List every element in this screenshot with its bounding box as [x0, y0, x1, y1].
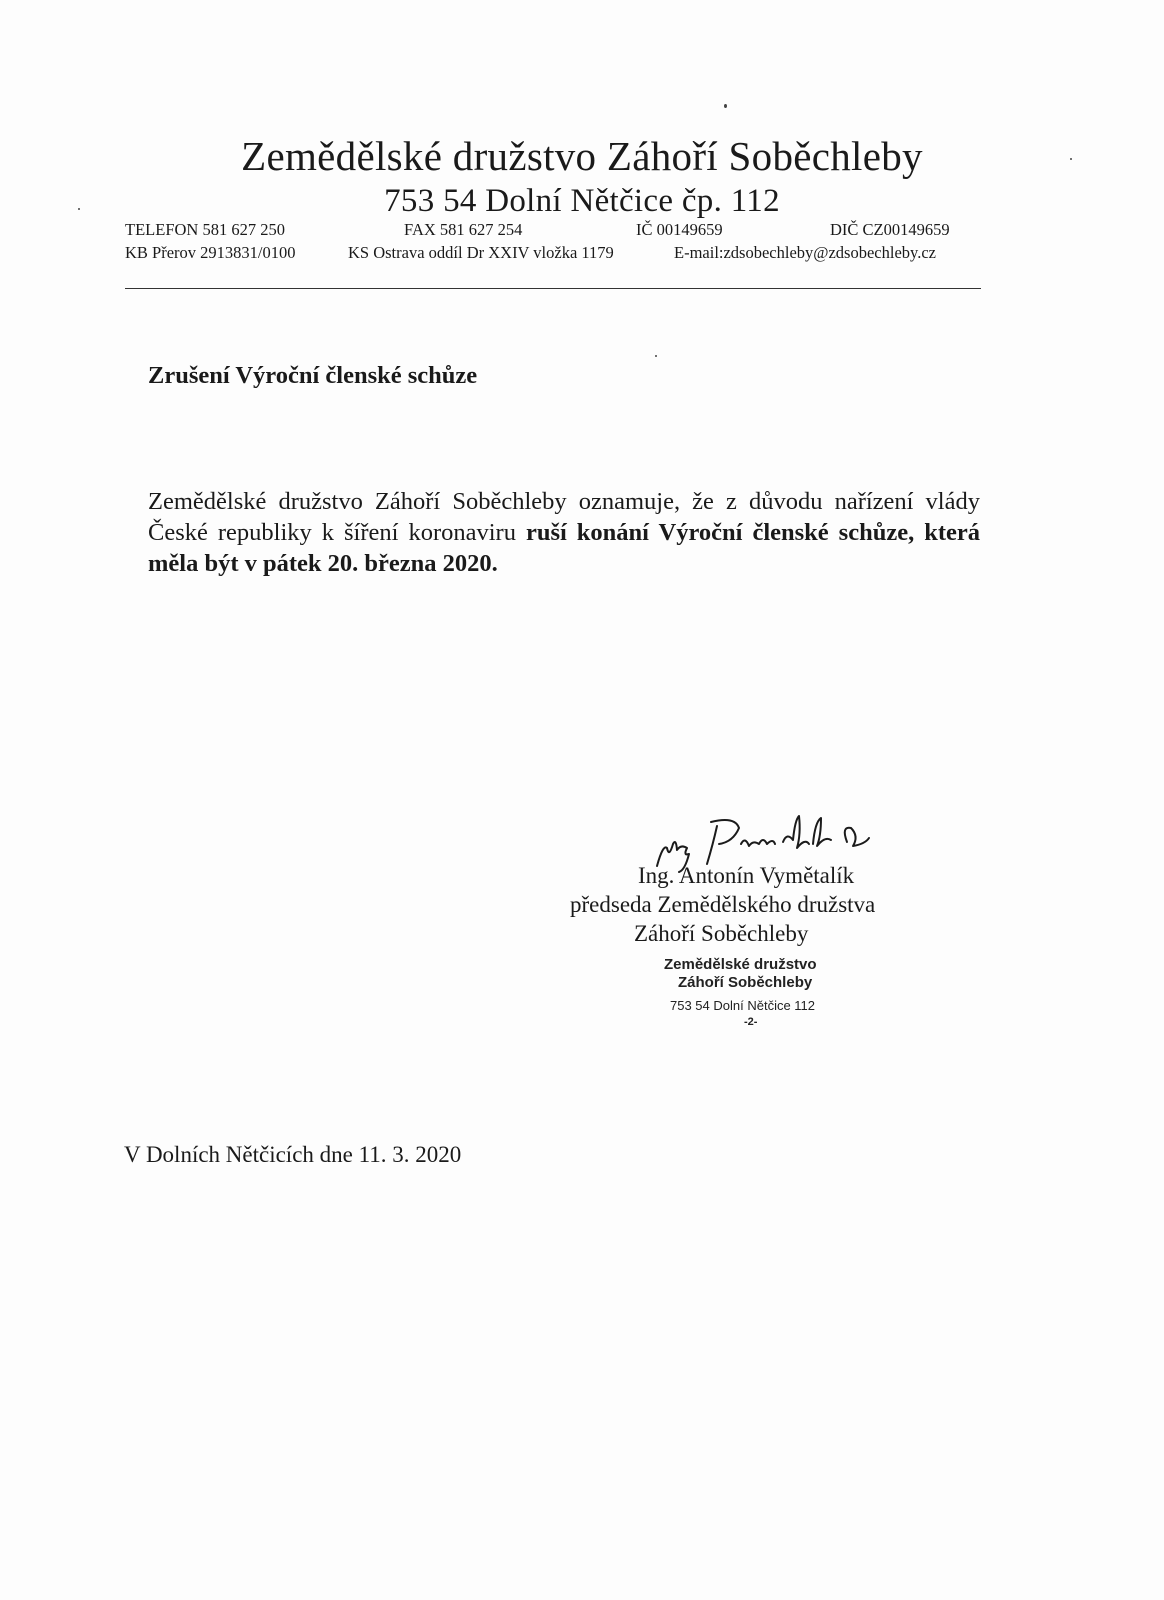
body-bold-text: ruší konání Výroční členské schůze, která měla být v pátek 20. března 2020.: [148, 519, 980, 577]
organization-name: Zemědělské družstvo Záhoří Soběchleby: [241, 133, 923, 179]
stamp-line-4: -2-: [744, 1016, 758, 1028]
header-bank: KB Přerov 2913831/0100: [125, 243, 296, 262]
header-email: E-mail:zdsobechleby@zdsobechleby.cz: [674, 243, 936, 262]
scan-speck: [1070, 158, 1072, 160]
body-regular-text: Zemědělské družstvo Záhoří Soběchleby oznamuje, že z důvodu nařízení vlády České republiky k šíření koronaviru: [148, 488, 980, 546]
scan-speck: [655, 355, 657, 357]
letter-body: [148, 486, 980, 579]
signatory-organization: Záhoří Soběchleby: [634, 921, 809, 946]
date-line: V Dolních Nětčicích dne 11. 3. 2020: [124, 1142, 462, 1167]
letterhead-divider: [125, 288, 981, 289]
header-register: KS Ostrava oddíl Dr XXIV vložka 1179: [348, 243, 614, 262]
signatory-name: Ing. Antonín Vymětalík: [638, 863, 855, 888]
letter-heading: Zrušení Výroční členské schůze: [148, 362, 478, 389]
signatory-role: předseda Zemědělského družstva: [570, 892, 876, 917]
header-dic: DIČ CZ00149659: [830, 220, 950, 239]
stamp-line-2: Záhoří Soběchleby: [678, 974, 813, 991]
organization-address: 753 54 Dolní Nětčice čp. 112: [384, 183, 780, 219]
header-telefon: TELEFON 581 627 250: [125, 220, 285, 239]
header-ic: IČ 00149659: [636, 220, 723, 239]
header-fax: FAX 581 627 254: [404, 220, 523, 239]
stamp-line-3: 753 54 Dolní Nětčice 112: [670, 998, 816, 1013]
scan-speck: [724, 104, 727, 108]
scan-speck: [78, 208, 80, 210]
stamp-line-1: Zemědělské družstvo: [664, 956, 817, 973]
